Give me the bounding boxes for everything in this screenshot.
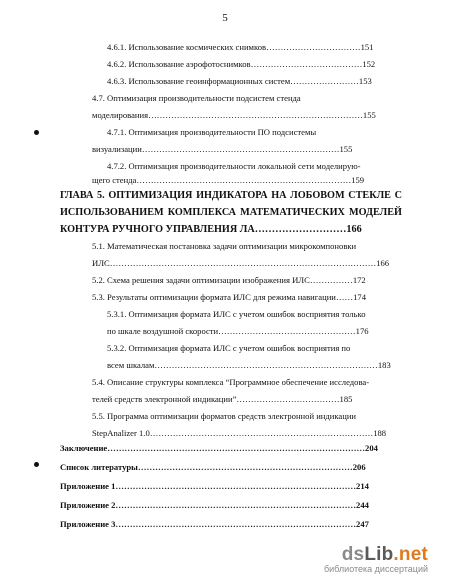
toc-entry-appendix-3: Приложение 3…………………………………………………………………………247: [60, 519, 369, 529]
watermark: [324, 544, 428, 574]
page-number: 5: [222, 12, 228, 24]
toc-entry-5-4-line1: 5.4. Описание структуры комплекса “Программное обеспечение исследова-: [92, 377, 370, 387]
toc-entry-5-3-2-line2: всем шкалам……………………………………………………………………183: [107, 360, 391, 370]
toc-entry-4-7-1-line2: визуализации……………………………………………………………155: [92, 144, 353, 154]
chapter-5-heading: [60, 187, 402, 238]
binder-hole-mark-bottom: [34, 462, 39, 467]
toc-entry-5-2: 5.2. Схема решения задачи оптимизации изображения ИЛС……………172: [92, 275, 366, 285]
toc-entry-5-3-2-line1: 5.3.2. Оптимизация формата ИЛС с учетом ошибок восприятия по: [107, 343, 351, 353]
toc-entry-4-6-3: 4.6.3. Использование геоинформационных систем……………………153: [107, 76, 372, 86]
toc-entry-5-3-1-line2: по шкале воздушной скорости…………………………………………176: [107, 326, 369, 336]
toc-entry-5-1-line1: 5.1. Математическая постановка задачи оптимизации микрокомпоновки: [92, 241, 357, 251]
toc-entry-5-4-line2: телей средств электронной индикации”………………………………185: [92, 394, 353, 404]
toc-entry-bibliography: Список литературы…………………………………………………………………206: [60, 462, 366, 472]
toc-entry-4-7-line2: моделирования…………………………………………………………………155: [92, 110, 376, 120]
toc-entry-5-1-line2: ИЛС…………………………………………………………………………………166: [92, 258, 390, 268]
toc-entry-5-3: 5.3. Результаты оптимизации формата ИЛС для режима навигации……174: [92, 292, 366, 302]
binder-hole-mark-top: [34, 130, 39, 135]
toc-entry-5-5-line2: StepAnalizer 1.0……………………………………………………………………188: [92, 428, 387, 438]
chapter-heading-line3: КОНТУРА РУЧНОГО УПРАВЛЕНИЯ ЛА………………………166: [60, 224, 362, 235]
watermark-logo: dsLib.net: [341, 544, 428, 565]
toc-entry-5-3-1-line1: 5.3.1. Оптимизация формата ИЛС с учетом ошибок восприятия только: [107, 309, 366, 319]
chapter-heading-line2: ИСПОЛЬЗОВАНИЕМ КОМПЛЕКСА МАТЕМАТИЧЕСКИХ МОДЕЛЕЙ: [60, 207, 402, 218]
toc-entry-5-5-line1: 5.5. Программа оптимизации форматов средств электронной индикации: [92, 411, 357, 421]
toc-entry-4-6-1: 4.6.1. Использование космических снимков……………………………151: [107, 42, 374, 52]
toc-entry-4-7-2-line2: щего стенда…………………………………………………………………159: [92, 175, 365, 185]
toc-entry-4-7-2-line1: 4.7.2. Оптимизация производительности локальной сети моделирую-: [107, 161, 361, 171]
toc-entry-appendix-2: Приложение 2…………………………………………………………………………244: [60, 500, 369, 510]
toc-entry-appendix-1: Приложение 1…………………………………………………………………………214: [60, 481, 369, 491]
toc-entry-4-7-line1: 4.7. Оптимизация производительности подсистем стенда: [92, 93, 301, 103]
toc-entry-4-7-1-line1: 4.7.1. Оптимизация производительности ПО подсистемы: [107, 127, 317, 137]
toc-entry-4-6-2: 4.6.2. Использование аэрофотоснимков…………………………………152: [107, 59, 376, 69]
watermark-tagline: библиотека диссертаций: [323, 564, 428, 574]
chapter-heading-line1: ГЛАВА 5. ОПТИМИЗАЦИЯ ИНДИКАТОРА НА ЛОБОВОМ СТЕКЛЕ С: [60, 190, 402, 201]
toc-entry-conclusion: Заключение………………………………………………………………………………204: [60, 443, 378, 453]
